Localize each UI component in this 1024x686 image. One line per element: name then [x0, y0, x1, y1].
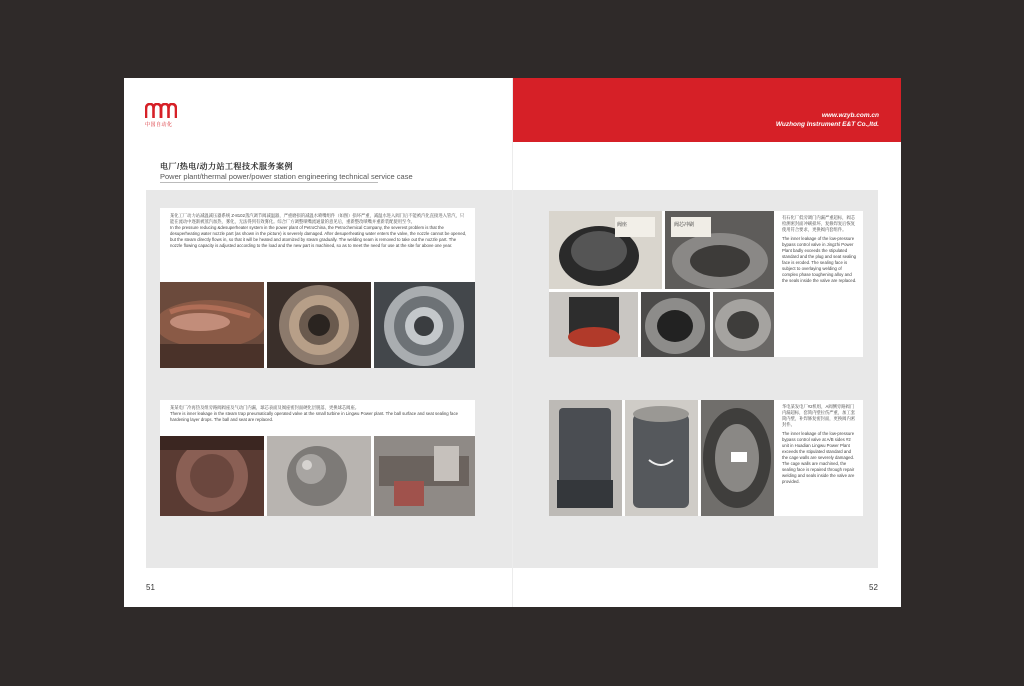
case1-description-en: In the pressure reducing &desuperheater system in the power plant of PetroChina, the Petrochemical Company, the severest problem is that the desuperheating water nozzle part (as shown in the picture) is severely damaged. After desuperheating water enters the valve, the nozzle cannot be opened, but the steam directly flows in, so that it will be heated and atomized by steam gradually. The welding seam is removed to take out the nozzle part. The nozzle flowing capacity is adjusted according to the load and the new part is machined, so as to meet the need for use at the site for above one year.	[170, 225, 467, 248]
case3-description-cn: 有石化厂低旁调门内漏严重超标，阀芯检测密封面冲刷损坏，复修焊复后恢复使用符合要求，更换阀内套组件。	[782, 215, 856, 232]
case1-text	[170, 213, 468, 279]
case4-description-cn: 华电某发电厂#2机组，A阀侧旁路阀门内漏超标，套筒内壁拉伤严重，加工套筒内壁，补焊修复密封面，更换阀内密封件。	[782, 404, 856, 427]
case4-text	[782, 404, 858, 514]
title-divider	[160, 182, 378, 183]
case4-photo-1	[549, 400, 622, 516]
case4-description-en: The inner leakage of the low-pressure bypass control valve at A/B sides #2 unit in Huadian Lingwu Power Plant exceeds the stipulated standard and the cage walls are severely damaged. The cage walls are machined, the sealing face is repaired through repair welding and seals inside the valve are provided.	[782, 431, 855, 484]
case3-photo-4	[641, 292, 710, 357]
case2-description-en: There is inner leakage in the steam trap pneumatically operated valve at the small turbine in Lingwu Power plant. The ball surface and seat sealing face hardening layer drops. The ball and seat are replaced.	[170, 411, 458, 422]
case2-photo-2	[267, 436, 371, 516]
case3-description-en: The inner leakage of the low-pressure bypass control valve in Jingzhi Power Plant badly exceeds the stipulated standard and the plug and seat sealing face is eroded. The sealing face is subject to overlaying welding of complex phase toughening alloy and the seals inside the valve are replaced.	[782, 236, 857, 283]
case2-photo-1	[160, 436, 264, 516]
case1-photo-1	[160, 282, 264, 368]
case1-photo-3	[374, 282, 475, 368]
case2-description-cn: 某某电厂冷再热及组旁路阀阀座及气动门内漏，球芯表面及阀座密封面硬化层脱落，更换球芯阀座。	[170, 405, 360, 410]
case3-photo-1	[549, 211, 662, 289]
case3-photo-label: 阀座	[617, 222, 628, 228]
case3-photo-5	[713, 292, 774, 357]
case1-description-cn: 某化工厂动力站减温减压器系统 Z-8102蒸汽调节阀减温器，严重磨损的减温水喷嘴组件（如图）损坏严重，减温水进入阀门后不能被汽化直接进入管汽，只能在流动中逐渐被蒸汽加热、雾化，无法得到有效雾化。综合厂方调整喷嘴流通量的意见后，重新整改喷嘴并重新装配使用至今。	[170, 213, 465, 224]
case2-text	[170, 405, 468, 429]
case3-text	[782, 215, 858, 355]
case4-photo-3	[701, 400, 774, 516]
page-number-left: 51	[146, 583, 155, 592]
case1-photo-2	[267, 282, 371, 368]
case3-photo-label-2: 阀芯冲刷	[674, 222, 695, 228]
page-number-right: 52	[869, 583, 878, 592]
case2-photo-3	[374, 436, 475, 516]
header-band	[513, 78, 901, 142]
case3-photo-2	[665, 211, 774, 289]
case3-photo-3	[549, 292, 638, 357]
brand-logo-text: 中国自动化	[145, 122, 173, 128]
page-title-en: Power plant/thermal power/power station engineering technical service case	[160, 172, 413, 181]
case4-photo-2	[625, 400, 698, 516]
brand-logo-icon	[145, 103, 177, 119]
website-url: www.wzyb.com.cn	[821, 112, 879, 119]
page-title-cn: 电厂/热电/动力站工程技术服务案例	[160, 162, 293, 171]
company-name: Wuzhong Instrument E&T Co.,ltd.	[775, 121, 879, 128]
